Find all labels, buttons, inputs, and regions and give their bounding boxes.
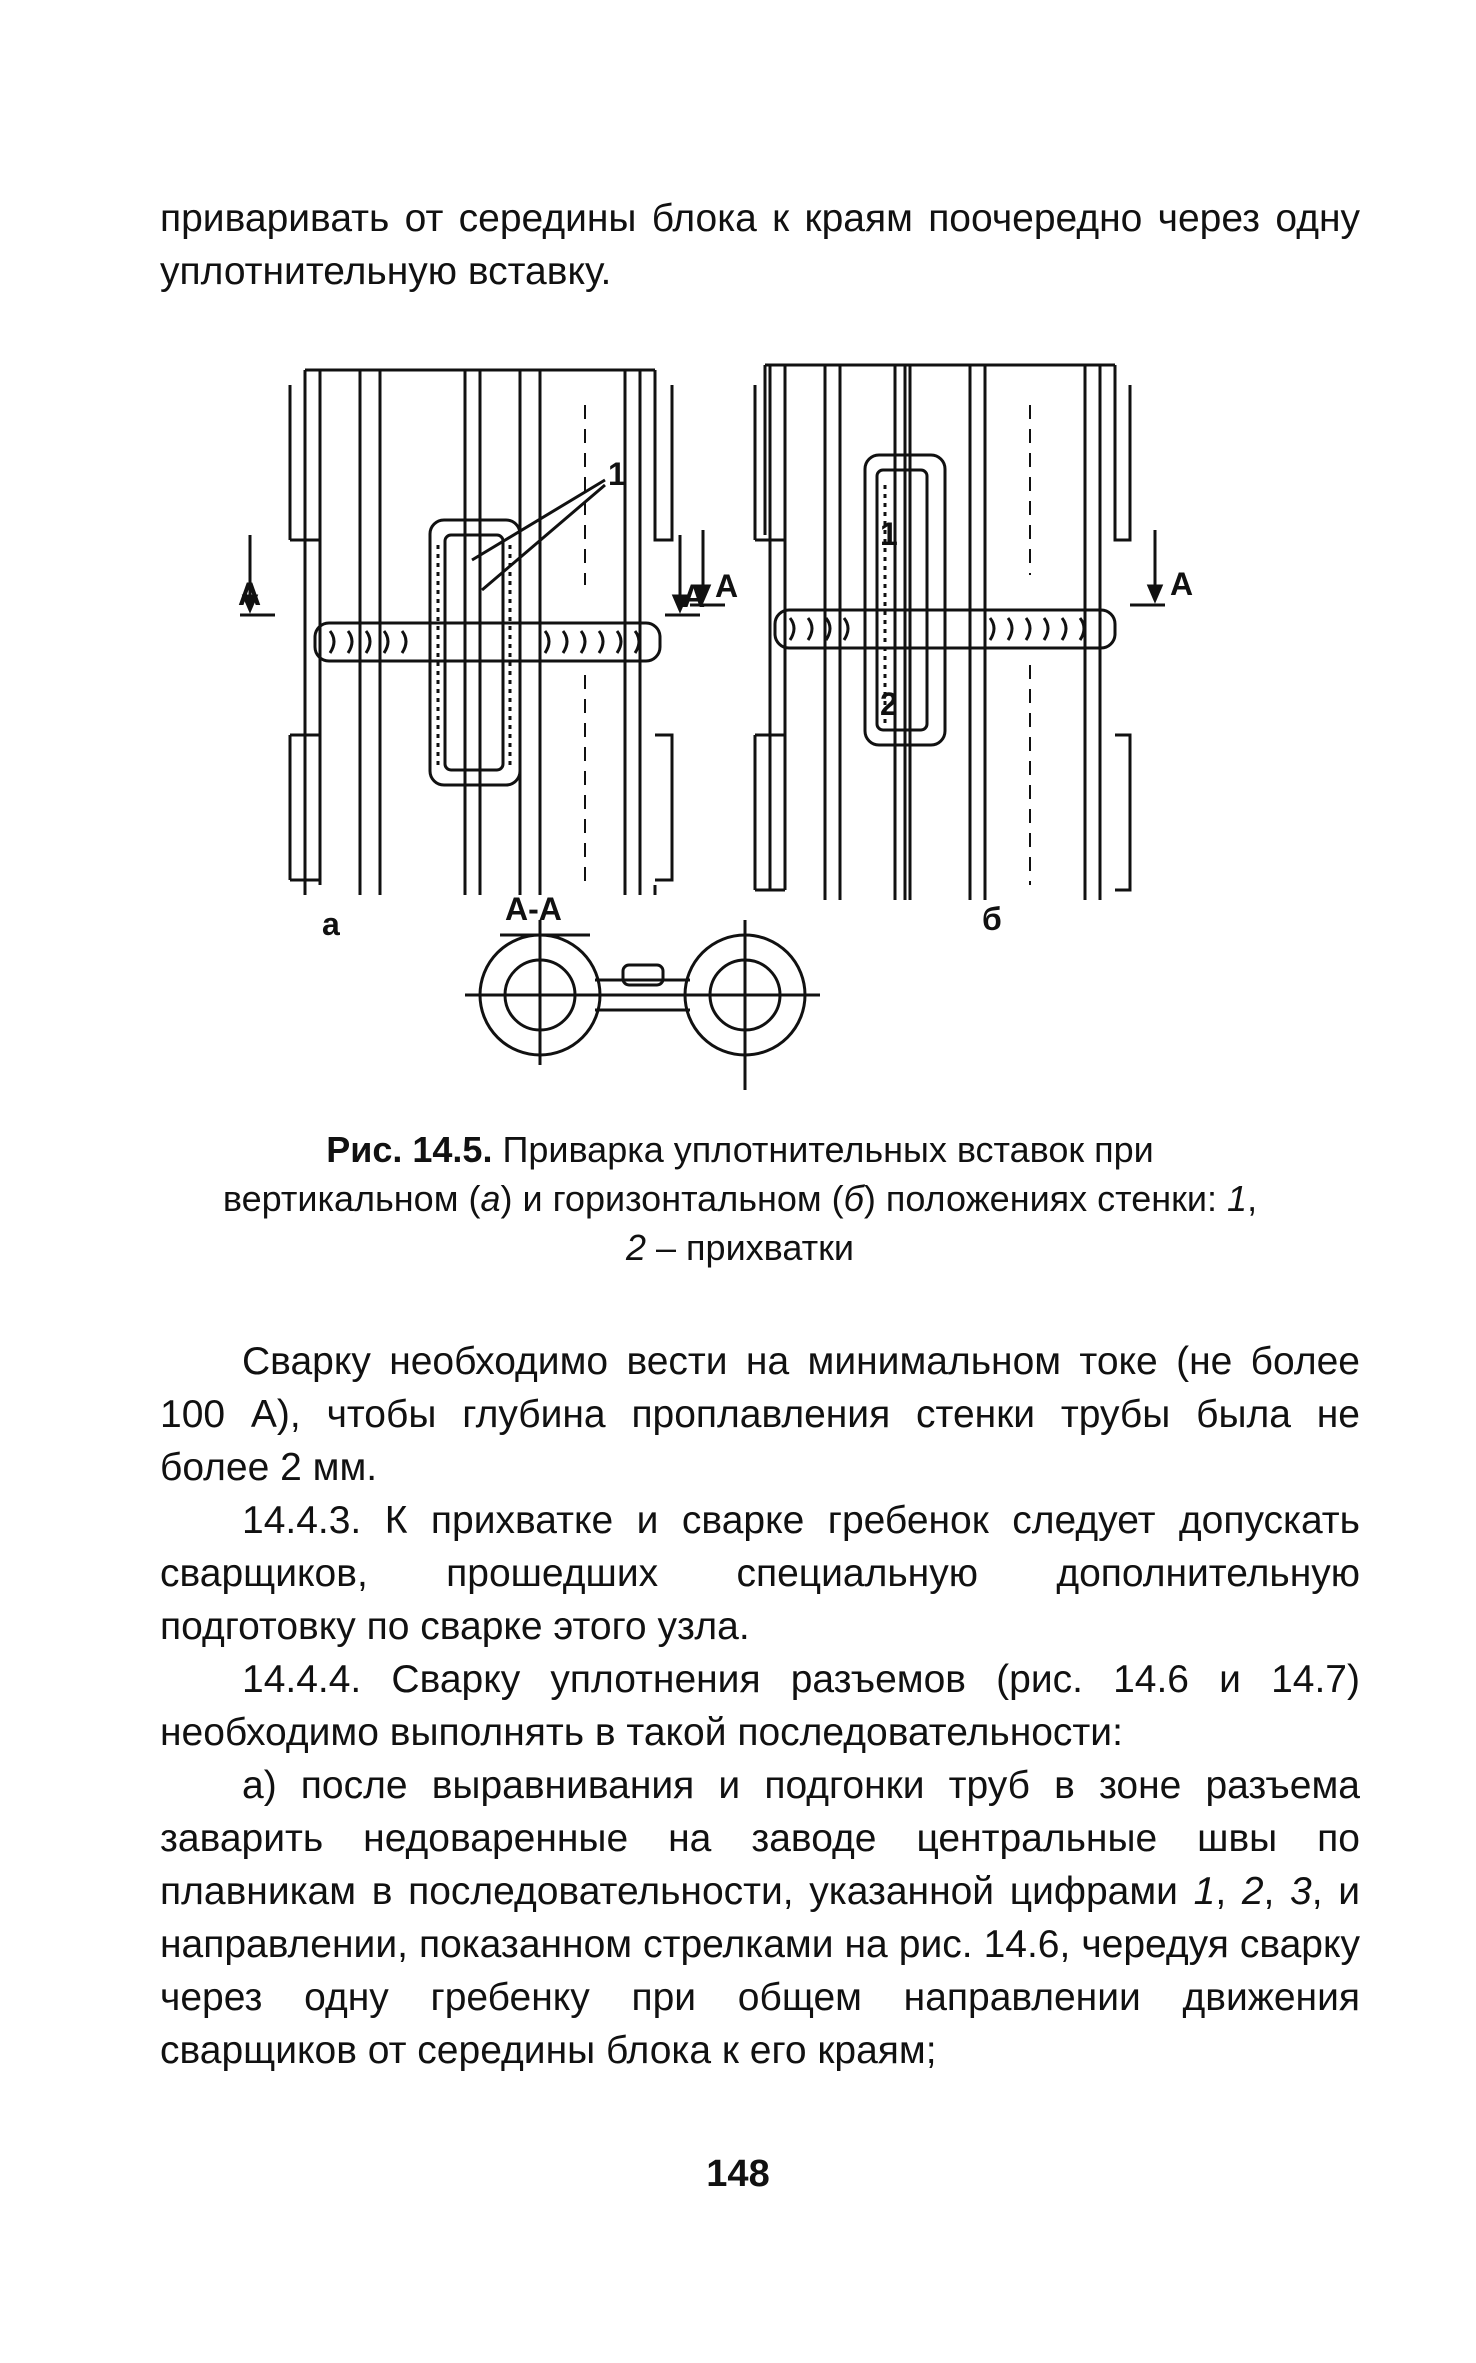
paragraph-14-4-3: 14.4.3. К прихватке и сварке гребенок следует допускать сварщиков, прошедших специальную дополнительную подготовку по сварке этого узла. <box>160 1499 1360 1648</box>
weld-num-2: 2 <box>880 686 898 722</box>
callout-1: 1 <box>608 456 626 492</box>
label-a: а <box>322 906 340 942</box>
paragraph-current: Сварку необходимо вести на минимальном токе (не более 100 А), чтобы глубина проплавления стенки трубы была не более 2 мм. <box>160 1340 1360 1489</box>
paragraph-14-4-4: 14.4.4. Сварку уплотнения разъемов (рис. 14.6 и 14.7) необходимо выполнять в такой последовательности: <box>160 1658 1360 1754</box>
label-A-a-left: А <box>238 576 262 612</box>
panel-b-drawing <box>690 365 1165 900</box>
label-A-a-right: А <box>682 578 706 614</box>
panel-a-drawing <box>240 370 700 895</box>
section-label: А-А <box>505 891 562 927</box>
figure-caption: Рис. 14.5. Приварка уплотнительных вставок при вертикальном (а) и горизонтальном (б) положениях стенки: 1, 2 – прихватки <box>222 1129 1258 1268</box>
label-A-b-right: А <box>1170 566 1194 602</box>
caption-number: Рис. 14.5. <box>326 1129 493 1170</box>
page-number: 148 <box>706 2153 770 2195</box>
label-A-b-left: А <box>715 568 739 604</box>
figure-14-5 <box>210 345 1270 1105</box>
section-a-a-drawing <box>465 920 820 1090</box>
weld-num-1: 1 <box>880 516 898 552</box>
paragraph-item-a: а) после выравнивания и подгонки труб в зоне разъема заварить недоваренные на заводе центральные швы по плавникам в последовательности, указанной цифрами 1, 2, 3, и направлении, показанном стрелками на рис. 14.6, чередуя сварку через одну гребенку при общем направлении движения сварщиков от середины блока к его краям; <box>160 1764 1361 2072</box>
top-text: приваривать от середины блока к краям поочередно через одну уплотнительную вставку. <box>160 197 1360 293</box>
label-b: б <box>982 901 1002 937</box>
